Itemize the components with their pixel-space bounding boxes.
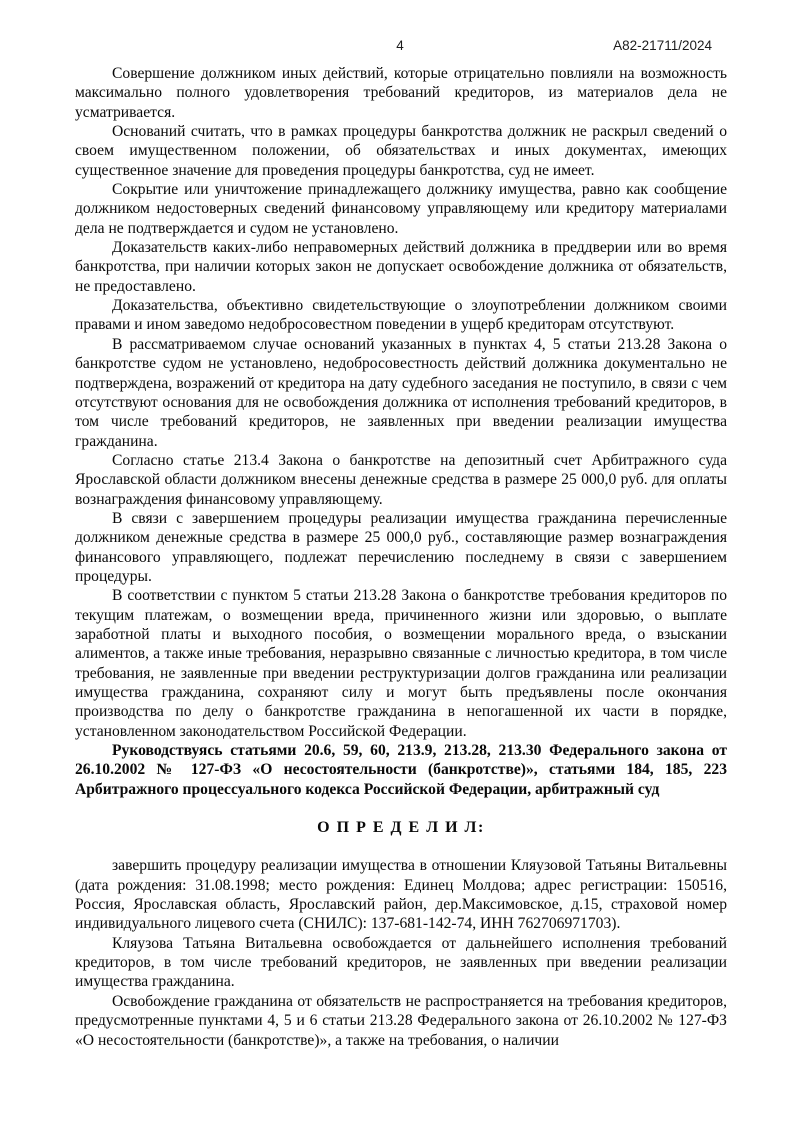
document-body [75,64,727,1050]
paragraph-no-abuse-evidence: Доказательства, объективно свидетельствующие о злоупотреблении должником своими правами и ином заведомо недобросовестном поведении в ущерб кредиторам отсутствуют. [75,297,727,334]
paragraph-other-actions: Совершение должником иных действий, которые отрицательно повлияли на возможность максимально полного удовлетворения требований кредиторов, из материалов дела не усматривается. [75,65,727,121]
paragraph-case-findings: В рассматриваемом случае оснований указанных в пунктах 4, 5 статьи 213.28 Закона о банкротстве судом не установлено, недобросовестность действий должника документально не подтверждена, возражений от кредитора на дату судебного заседания не поступило, в связи с чем отсутствуют основания для не освобождения должника от исполнения требований кредиторов, в том числе требований кредиторов, не заявленных при введении реализации имущества гражданина. [75,335,727,450]
page-number: 4 [396,38,404,53]
page-header [0,38,800,55]
paragraph-no-unlawful-actions: Доказательств каких-либо неправомерных действий должника в преддверии или во время банкротства, при наличии которых закон не допускает освобождение должника от обязательств, не предоставлено. [75,239,727,295]
ruling-heading: О П Р Е Д Е Л И Л: [317,819,485,837]
paragraph-concealment: Сокрытие или уничтожение принадлежащего должнику имущества, равно как сообщение должником недостоверных сведений финансовому управляющему или кредитору материалами дела не подтверждается и судом не установлено. [75,181,727,237]
paragraph-legal-basis: Руководствуясь статьями 20.6, 59, 60, 213.9, 213.28, 213.30 Федерального закона от 26.10.2002 № 127-ФЗ «О несостоятельности (банкротстве)», статьями 184, 185, 223 Арбитражного процессуального кодекса Российской Федерации, арбитражный суд [75,742,727,798]
paragraph-no-grounds-disclosure: Оснований считать, что в рамках процедуры банкротства должник не раскрыл сведений о своем имущественном положении, об обязательствах и иных документах, имеющих существенное значение для проведения процедуры банкротства, суд не имеет. [75,123,727,179]
paragraph-ruling-exceptions: Освобождение гражданина от обязательств не распространяется на требования кредиторов, предусмотренные пунктами 4, 5 и 6 статьи 213.28 Федерального закона от 26.10.2002 № 127-ФЗ «О несостоятельности (банкротстве)», а также на требования, о наличии [75,992,727,1049]
paragraph-ruling-release: Кляузова Татьяна Витальевна освобождается от дальнейшего исполнения требований кредиторов, в том числе требований кредиторов, не заявленных при введении реализации имущества гражданина. [75,934,727,991]
paragraph-article-213-28: В соответствии с пунктом 5 статьи 213.28 Закона о банкротстве требования кредиторов по текущим платежам, о возмещении вреда, причиненного жизни или здоровью, о выплате заработной платы и выходного пособия, о возмещении морального вреда, о взыскании алиментов, а также иные требования, неразрывно связанные с личностью кредитора, в том числе требования, не заявленные при введении реструктуризации долгов гражданина или реализации имущества гражданина, сохраняют силу и могут быть предъявлены после окончания производства по делу о банкротстве гражданина в непогашенной их части в порядке, установленном законодательством Российской Федерации. [75,587,727,740]
paragraph-deposit-funds: Согласно статье 213.4 Закона о банкротстве на депозитный счет Арбитражного суда Ярославской области должником внесены денежные средства в размере 25 000,0 руб. для оплаты вознаграждения финансовому управляющему. [75,451,727,508]
case-number: А82-21711/2024 [613,38,712,53]
paragraph-remuneration-transfer: В связи с завершением процедуры реализации имущества гражданина перечисленные должником денежные средства в размере 25 000,0 руб., составляющие размер вознаграждения финансового управляющего, подлежат перечислению последнему в связи с завершением процедуры. [75,509,727,585]
paragraph-ruling-complete-procedure: завершить процедуру реализации имущества в отношении Кляузовой Татьяны Витальевны (дата рождения: 31.08.1998; место рождения: Единец Молдова; адрес регистрации: 150516, Россия, Ярославская область, Ярославский район, дер.Максимовское, д.15, страховой номер индивидуального лицевого счета (СНИЛС): 137-681-142-74, ИНН 762706971703). [75,857,727,933]
